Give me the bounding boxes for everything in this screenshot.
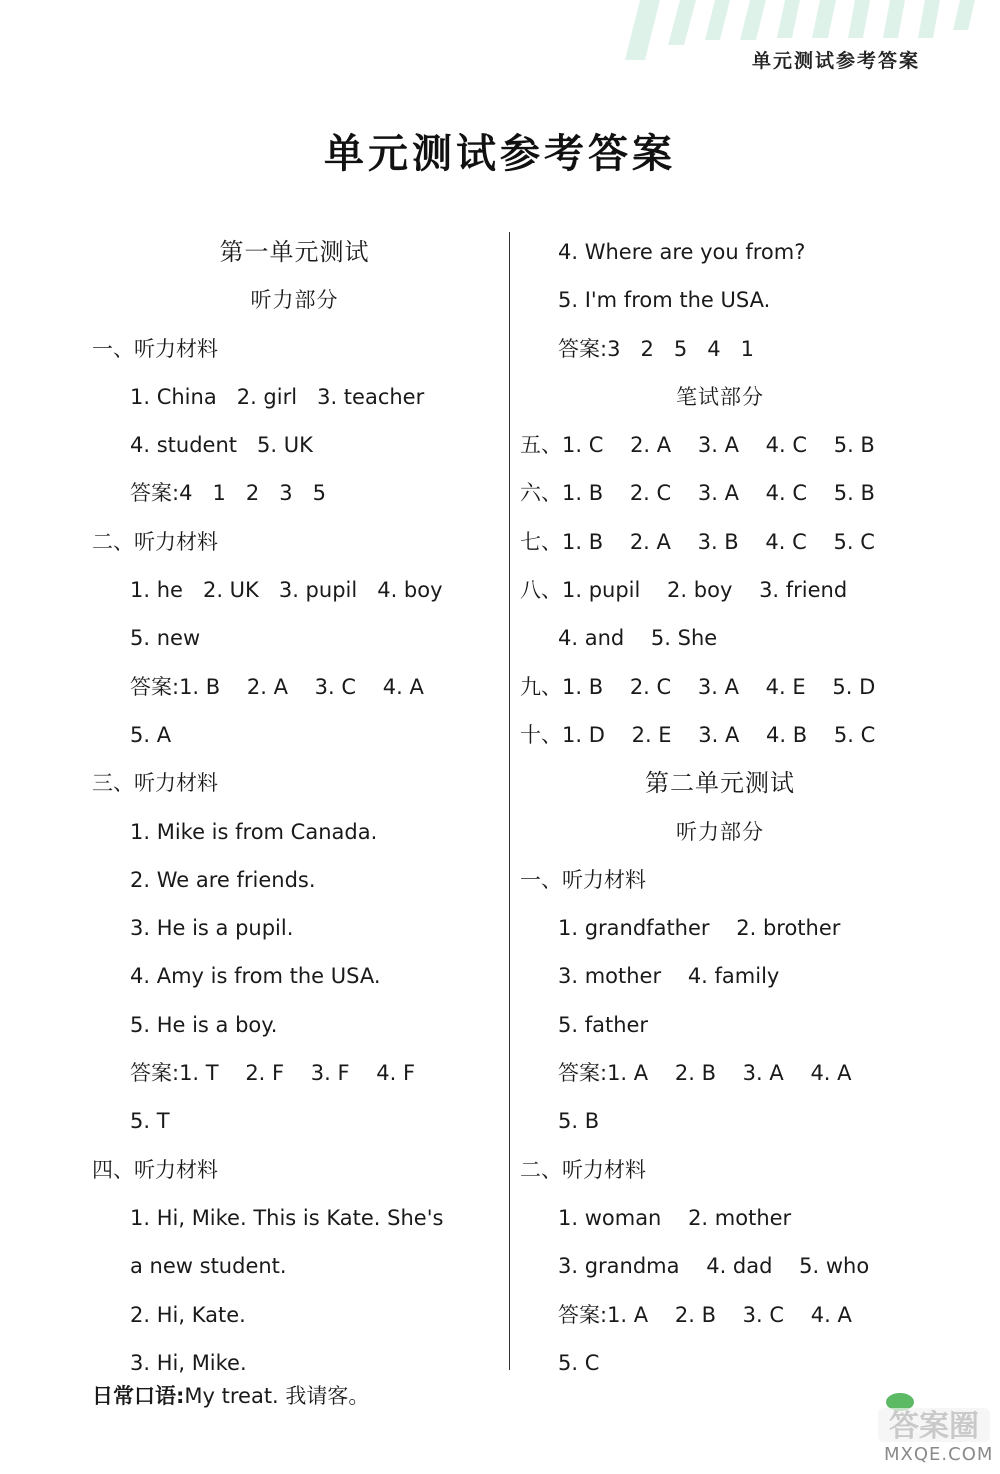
footer-label: 日常口语:: [92, 1384, 185, 1408]
left-column-line: 4. Amy is from the USA.: [130, 964, 381, 989]
header-title: 单元测试参考答案: [751, 50, 920, 72]
watermark-text: MXQE.COM: [884, 1444, 994, 1465]
right-column-line: 答案:3 2 5 4 1: [558, 336, 754, 361]
left-column-line: 听力部分: [250, 288, 339, 313]
right-column-line: 听力部分: [676, 819, 764, 844]
page-title: 单元测试参考答案: [324, 130, 676, 177]
right-column-line: 笔试部分: [676, 384, 764, 409]
left-column-line: 4. student 5. UK: [130, 433, 313, 458]
footer-phrase: [92, 1380, 369, 1410]
left-column-line: 2. Hi, Kate.: [130, 1302, 246, 1327]
left-column-line: 2. We are friends.: [130, 867, 316, 892]
right-column-line: 1. grandfather 2. brother: [558, 916, 841, 941]
right-column-line: 答案:1. A 2. B 3. A 4. A: [558, 1061, 852, 1086]
footer-text: My treat. 我请客。: [184, 1384, 370, 1408]
left-column-line: 答案:4 1 2 3 5: [130, 481, 326, 506]
left-column-line: 答案:1. T 2. F 3. F 4. F: [130, 1061, 416, 1086]
right-column: [520, 228, 920, 1387]
left-column-line: 3. Hi, Mike.: [130, 1350, 247, 1375]
right-column-line: 五、1. C 2. A 3. A 4. C 5. B: [520, 433, 875, 458]
right-column-line: 七、1. B 2. A 3. B 4. C 5. C: [520, 529, 875, 554]
left-column-line: 答案:1. B 2. A 3. C 4. A: [130, 674, 424, 699]
svg-text:答案圈: 答案圈: [889, 1409, 979, 1444]
right-column-line: 一、听力材料: [520, 867, 646, 892]
left-column-line: 四、听力材料: [92, 1157, 218, 1182]
left-column-line: 1. he 2. UK 3. pupil 4. boy: [130, 578, 443, 603]
left-column-line: 1. China 2. girl 3. teacher: [130, 384, 425, 409]
right-column-line: 二、听力材料: [520, 1157, 646, 1182]
right-column-line: 3. grandma 4. dad 5. who: [558, 1254, 870, 1279]
left-column-line: 二、听力材料: [92, 529, 218, 554]
column-divider: [509, 232, 510, 1370]
right-column-line: 5. I'm from the USA.: [558, 288, 771, 313]
right-column-line: 4. and 5. She: [558, 626, 718, 651]
right-column-line: 5. C: [558, 1350, 600, 1375]
left-column-line: 3. He is a pupil.: [130, 916, 294, 941]
left-column-line: a new student.: [130, 1254, 287, 1279]
right-column-line: 第二单元测试: [645, 769, 795, 798]
right-column-line: 5. father: [558, 1012, 649, 1037]
right-column-line: 4. Where are you from?: [558, 240, 806, 264]
left-column-line: 1. Mike is from Canada.: [130, 819, 378, 844]
right-column-line: 十、1. D 2. E 3. A 4. B 5. C: [520, 722, 876, 747]
right-column-line: 5. B: [558, 1109, 600, 1134]
left-column-line: 1. Hi, Mike. This is Kate. She's: [130, 1205, 444, 1230]
left-column-line: 5. T: [130, 1109, 170, 1134]
right-column-line: 六、1. B 2. C 3. A 4. C 5. B: [520, 481, 875, 506]
right-column-line: 3. mother 4. family: [558, 964, 780, 989]
right-column-line: 答案:1. A 2. B 3. C 4. A: [558, 1302, 852, 1327]
left-column-line: 5. new: [130, 626, 201, 651]
left-column-line: 第一单元测试: [219, 238, 370, 266]
right-column-line: 九、1. B 2. C 3. A 4. E 5. D: [520, 674, 876, 699]
left-column: [92, 228, 497, 1387]
left-column-line: 一、听力材料: [92, 336, 218, 361]
right-column-line: 1. woman 2. mother: [558, 1205, 792, 1230]
left-column-line: 5. A: [130, 722, 172, 747]
left-column-line: 三、听力材料: [92, 771, 218, 796]
right-column-line: 八、1. pupil 2. boy 3. friend: [520, 578, 848, 603]
left-column-line: 5. He is a boy.: [130, 1012, 278, 1037]
